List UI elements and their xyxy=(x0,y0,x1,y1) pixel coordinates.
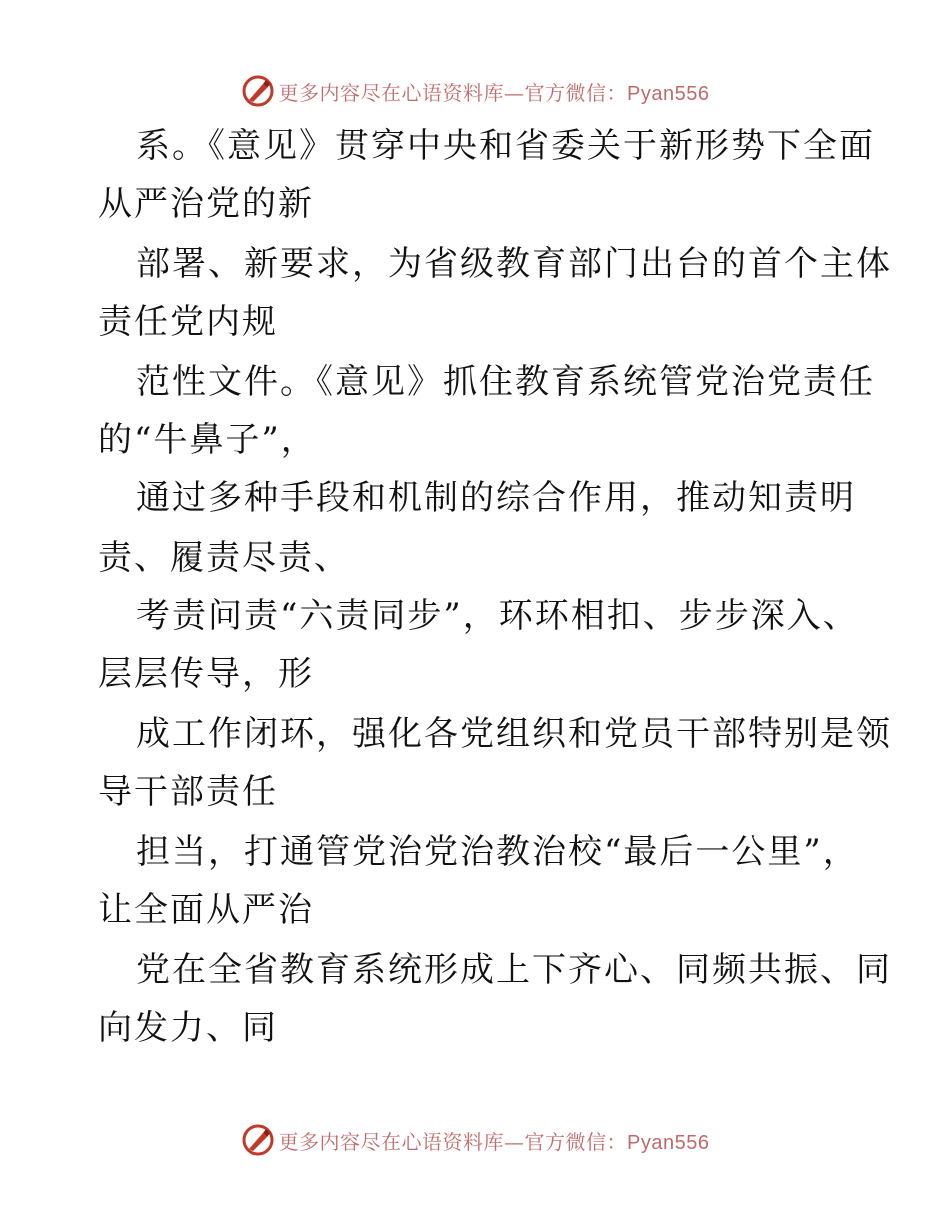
text-line: 的“牛鼻子”， xyxy=(98,420,317,460)
pen-logo-icon xyxy=(241,74,275,108)
footer-watermark xyxy=(0,1120,950,1160)
text-line: 部署、新要求，为省级教育部门出台的首个主体 xyxy=(136,244,892,284)
text-line: 系。《意见》贯穿中央和省委关于新形势下全面 xyxy=(136,126,875,166)
text-line: 向发力、同 xyxy=(98,1008,278,1048)
text-line: 考责问责“六责同步”，环环相扣、步步深入、 xyxy=(136,596,859,636)
text-line: 责、履责尽责、 xyxy=(98,538,350,578)
text-line: 范性文件。《意见》抓住教育系统管党治党责任 xyxy=(136,362,875,402)
text-line: 担当，打通管党治党治教治校“最后一公里”， xyxy=(136,832,859,872)
header-watermark xyxy=(0,71,950,111)
text-line: 责任党内规 xyxy=(98,302,278,342)
text-line: 从严治党的新 xyxy=(98,184,314,224)
text-line: 党在全省教育系统形成上下齐心、同频共振、同 xyxy=(136,950,892,990)
watermark-text: 更多内容尽在心语资料库—官方微信：Pyan556 xyxy=(278,80,710,105)
watermark-text: 更多内容尽在心语资料库—官方微信：Pyan556 xyxy=(278,1129,710,1154)
text-line: 导干部责任 xyxy=(98,772,278,812)
text-line: 让全面从严治 xyxy=(98,890,314,930)
text-line: 层层传导，形 xyxy=(98,654,314,694)
text-line: 通过多种手段和机制的综合作用，推动知责明 xyxy=(136,478,856,518)
pen-logo-icon xyxy=(241,1123,275,1157)
text-line: 成工作闭环，强化各党组织和党员干部特别是领 xyxy=(136,714,892,754)
